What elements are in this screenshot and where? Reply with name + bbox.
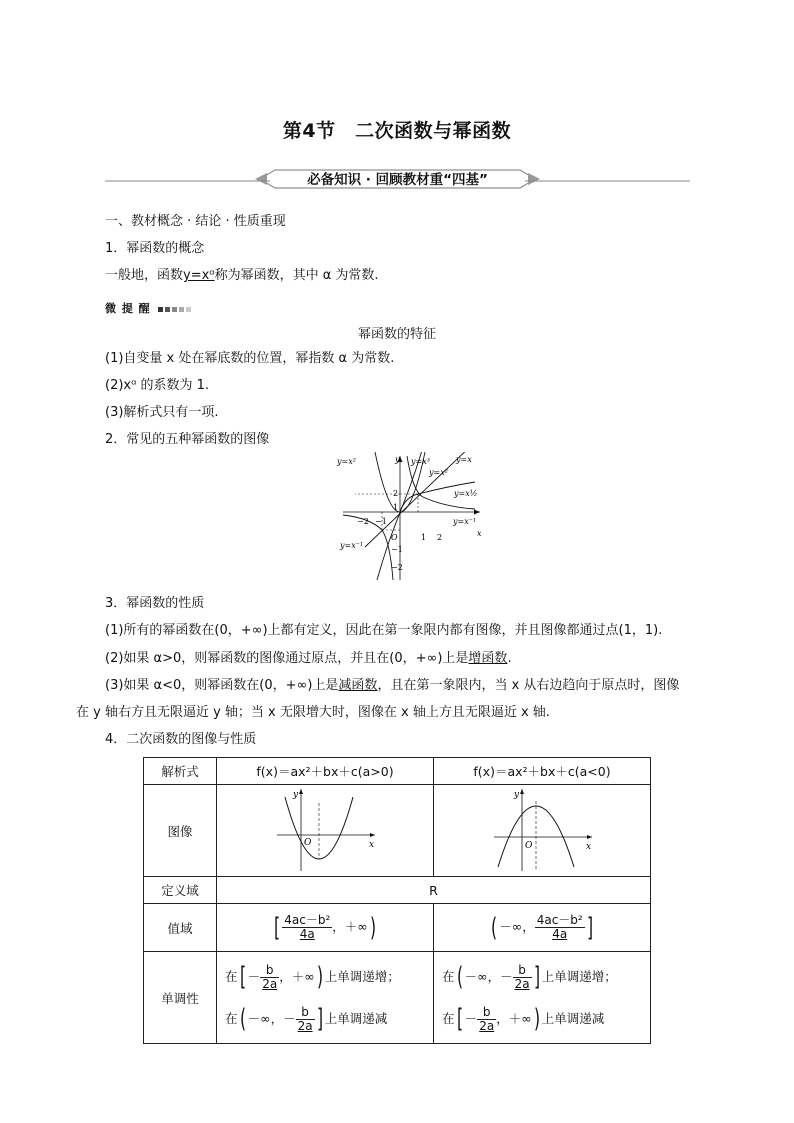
- property-item: [105, 650, 512, 668]
- tick-x-neg2: −2: [357, 517, 369, 526]
- tick-y-neg1: −1: [391, 545, 403, 554]
- bracket-right: ]: [316, 1004, 323, 1034]
- label-y-x2-left: y=x²: [337, 457, 356, 466]
- text: ，且在第一象限内，当 x 从右边趋向于原点时，图像: [377, 678, 680, 693]
- tip-square-icon: [165, 307, 170, 312]
- numerator: 4ac－b²: [284, 913, 331, 927]
- table-row: [144, 785, 651, 877]
- bracket-left: [: [274, 912, 281, 943]
- row-label: 图像: [144, 785, 217, 877]
- section-heading: 一、教材概念 · 结论 · 性质重现: [105, 214, 286, 229]
- numerator: b: [260, 964, 279, 978]
- property-item: (1)所有的幂函数在(0，+∞)上都有定义，因此在第一象限内都有图像，并且图像都通过点(1，1).: [105, 623, 663, 638]
- tip-item: (3)解析式只有一项.: [105, 405, 219, 420]
- fraction: [477, 1006, 496, 1033]
- property-item: [105, 677, 679, 695]
- subsection-heading: 3．幂函数的性质: [105, 596, 205, 611]
- tick-y-neg2: −2: [391, 563, 403, 572]
- denominator: 2a: [514, 976, 530, 991]
- tick-x-2: 2: [437, 533, 443, 542]
- range-value-upward: [217, 904, 434, 952]
- paren-right: ): [316, 962, 323, 992]
- banner-rule-right: [525, 178, 690, 184]
- y-axis-arrow-icon: [520, 789, 524, 794]
- paren-left: (: [456, 962, 463, 992]
- text: 在: [442, 1010, 455, 1026]
- bracket-right: ]: [533, 962, 540, 992]
- bracket-right: ]: [586, 912, 593, 943]
- power-functions-graph: [335, 452, 485, 584]
- label-origin: O: [304, 838, 312, 848]
- text: 在: [442, 968, 455, 984]
- bracket-left: [: [456, 1004, 463, 1034]
- tip-square-icon: [158, 307, 163, 312]
- paren-left: (: [239, 1004, 246, 1034]
- paren-right: ): [533, 1004, 540, 1034]
- subsection-heading: 2．常见的五种幂函数的图像: [105, 432, 270, 447]
- denominator: 2a: [262, 976, 278, 991]
- subsection-heading: 1．幂函数的概念: [105, 241, 205, 256]
- label-origin: O: [525, 841, 533, 851]
- numerator: b: [296, 1006, 315, 1020]
- answer-underlined: 减函数: [338, 678, 378, 693]
- range-value-downward: [434, 904, 651, 952]
- tick-x-1: 1: [421, 533, 427, 542]
- text: ，＋∞: [279, 968, 315, 984]
- text: (3)如果 α<0，则幂函数在(0，+∞)上是: [105, 678, 339, 693]
- range-tail: ，＋∞: [332, 919, 368, 934]
- tip-item: (1)自变量 x 处在幂底数的位置，幂指数 α 为常数.: [105, 351, 395, 366]
- label-x: x: [586, 842, 592, 852]
- label-y: y: [293, 790, 299, 800]
- tip-label-text: 微 提 醒: [105, 302, 151, 315]
- text: －: [464, 1010, 478, 1026]
- graph-cell-upward: [217, 785, 434, 877]
- numerator: 4ac－b²: [536, 913, 583, 927]
- mono-line: [225, 998, 433, 1040]
- page-title: 第4节 二次函数与幂函数: [282, 120, 512, 142]
- y-axis-arrow-icon: [299, 789, 303, 794]
- tick-x-neg1: −1: [375, 517, 387, 526]
- label-y-inv-left: y=x⁻¹: [340, 541, 364, 550]
- x-axis-arrow-icon: [370, 833, 375, 837]
- denominator: 2a: [479, 1018, 495, 1033]
- table-header: f(x)＝ax²＋bx＋c(a<0): [434, 758, 651, 785]
- paren-left: (: [491, 912, 498, 943]
- text: 上单调递减: [541, 1010, 605, 1026]
- numerator: b: [513, 964, 532, 978]
- x-axis-arrow-icon: [474, 510, 480, 515]
- mono-line: [225, 956, 433, 998]
- text: 在: [225, 1010, 238, 1026]
- text: (2)如果 α>0，则幂函数的图像通过原点，并且在(0，+∞)上是: [105, 651, 469, 666]
- text: 上单调递增；: [541, 968, 617, 984]
- fraction: [535, 914, 585, 941]
- label-y-sqrt: y=x½: [454, 489, 478, 498]
- parabola-upward-graph: [265, 785, 385, 873]
- label-y-inv-right: y=x⁻¹: [453, 517, 477, 526]
- banner-rule-left: [105, 178, 270, 184]
- fraction: [296, 1006, 315, 1033]
- text: 在: [225, 968, 238, 984]
- monotonicity-downward: [434, 952, 651, 1044]
- label-origin: O: [391, 533, 398, 542]
- row-label: 单调性: [144, 952, 217, 1044]
- table-row: [144, 877, 651, 904]
- tick-y-2: 2: [393, 489, 399, 498]
- numerator: b: [477, 1006, 496, 1020]
- tip-item: (2)xᵅ 的系数为 1.: [105, 378, 210, 393]
- label-y: y: [514, 790, 520, 800]
- table-header-row: [144, 758, 651, 785]
- formula: y=xᵅ: [183, 268, 215, 283]
- mono-line: [442, 956, 650, 998]
- label-y-x3: y=x³: [411, 457, 430, 466]
- label-x: x: [369, 840, 375, 850]
- curve-y-x: [365, 452, 475, 547]
- property-item-continued: 在 y 轴右方且无限逼近 y 轴；当 x 无限增大时，图像在 x 轴上方且无限逼近 x 轴.: [76, 705, 550, 720]
- domain-value: R: [217, 877, 651, 904]
- denominator: 4a: [552, 927, 568, 941]
- denominator: 2a: [297, 1018, 313, 1033]
- label-y-axis: y: [395, 455, 400, 464]
- row-label: 值域: [144, 904, 217, 952]
- text: 称为幂函数，其中 α 为常数.: [214, 268, 379, 283]
- tip-square-icon: [179, 307, 184, 312]
- quadratic-properties-table: [143, 757, 651, 1044]
- subsection-heading: 4．二次函数的图像与性质: [105, 732, 257, 747]
- table-row: [144, 952, 651, 1044]
- table-row: [144, 904, 651, 952]
- fraction: [513, 964, 532, 991]
- definition-paragraph: [105, 267, 379, 285]
- text: 一般地，函数: [105, 268, 184, 283]
- tip-title: 幂函数的特征: [357, 327, 436, 342]
- tip-square-icon: [186, 307, 191, 312]
- denominator: 4a: [299, 927, 315, 941]
- text: 上单调递减: [324, 1010, 388, 1026]
- row-label: 定义域: [144, 877, 217, 904]
- text: 上单调递增；: [324, 968, 400, 984]
- tip-square-icon: [172, 307, 177, 312]
- label-y-x2-right: y=x²: [429, 468, 448, 477]
- text: －: [247, 968, 261, 984]
- table-header: 解析式: [144, 758, 217, 785]
- text: ，＋∞: [496, 1010, 532, 1026]
- range-head: －∞，: [499, 919, 535, 934]
- label-y-x: y=x: [456, 455, 472, 464]
- label-x-axis: x: [477, 529, 482, 538]
- monotonicity-upward: [217, 952, 434, 1044]
- parabola-downward-graph: [482, 785, 602, 873]
- fraction: [260, 964, 279, 991]
- graph-cell-downward: [434, 785, 651, 877]
- section-banner: 必备知识 · 回顾教材重“四基”: [307, 172, 488, 188]
- table-header: f(x)＝ax²＋bx＋c(a>0): [217, 758, 434, 785]
- tick-y-1: 1: [393, 503, 399, 512]
- mono-line: [442, 998, 650, 1040]
- answer-underlined: 增函数: [468, 651, 508, 666]
- x-axis-arrow-icon: [587, 835, 592, 839]
- tip-label: [105, 300, 191, 316]
- text: －∞，－: [464, 968, 513, 984]
- fraction: [282, 914, 332, 941]
- text: －∞，－: [247, 1010, 296, 1026]
- bracket-left: [: [239, 962, 246, 992]
- paren-right: ): [369, 912, 376, 943]
- text: .: [507, 651, 512, 666]
